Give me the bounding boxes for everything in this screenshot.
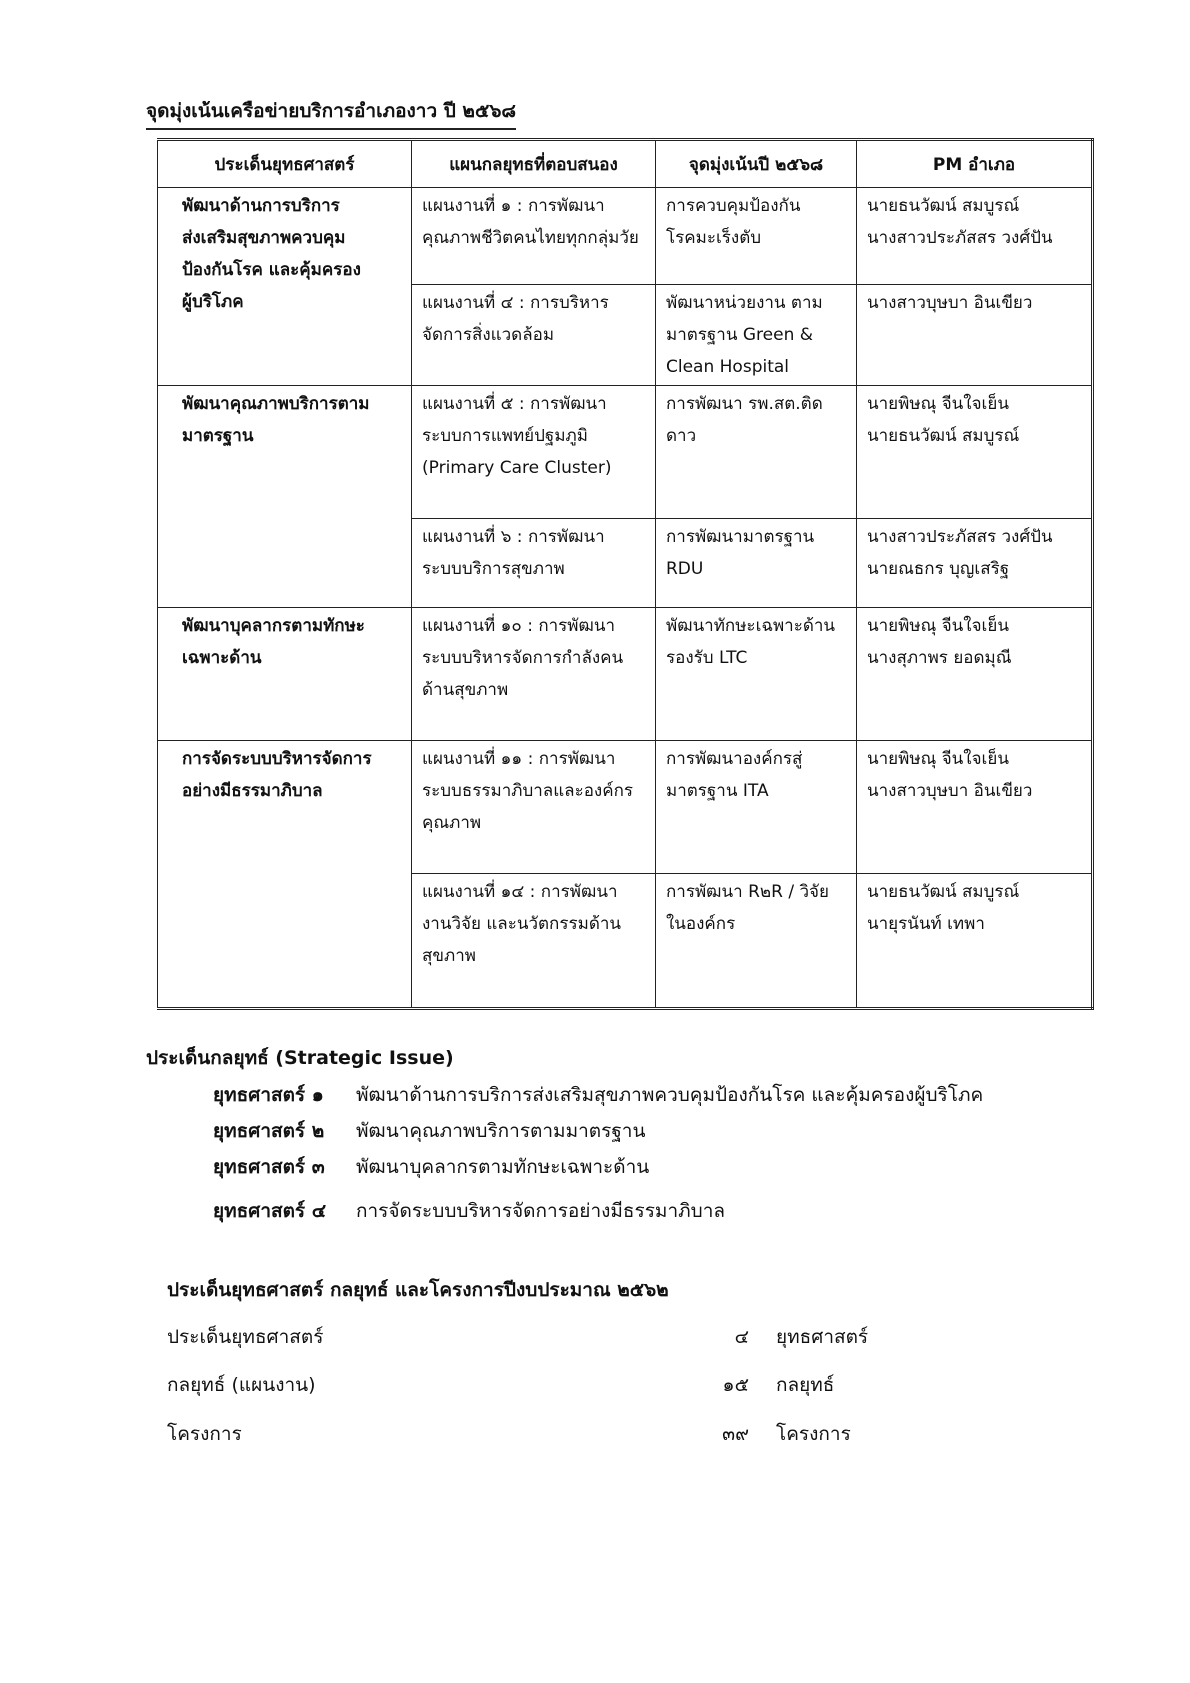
issue-line: พัฒนาบุคลากรตามทักษะ xyxy=(182,616,365,636)
summary-label: โครงการ xyxy=(167,1423,242,1445)
pm-line: นางสุภาพร ยอดมุณี xyxy=(867,648,1012,668)
strategy-item xyxy=(213,1196,983,1232)
focus-line: มาตรฐาน Green & xyxy=(666,325,814,345)
summary-label: ประเด็นยุทธศาสตร์ xyxy=(167,1326,324,1348)
pm-line: นางสาวประภัสสร วงศ์ปัน xyxy=(867,527,1053,547)
pm-line: นางสาวประภัสสร วงศ์ปัน xyxy=(867,228,1053,248)
strategy-label: ยุทธศาสตร์ ๒ xyxy=(213,1120,325,1142)
issue-cell xyxy=(158,741,412,1009)
pm-cell xyxy=(857,188,1093,285)
strategy-item xyxy=(213,1116,983,1152)
strategy-text: พัฒนาด้านการบริการส่งเสริมสุขภาพควบคุมป้องกันโรค และคุ้มครองผู้บริโภค xyxy=(356,1084,984,1106)
focus-line: การพัฒนา รพ.สต.ติด xyxy=(666,394,823,414)
summary-count: ๓๙ xyxy=(722,1423,749,1445)
plan-line: ระบบการแพทย์ปฐมภูมิ xyxy=(422,426,588,446)
issue-line: พัฒนาด้านการบริการ xyxy=(182,196,340,216)
strategy-label: ยุทธศาสตร์ ๑ xyxy=(213,1084,324,1106)
summary-count: ๔ xyxy=(734,1326,749,1348)
pm-cell xyxy=(857,874,1093,1009)
summary-heading: ประเด็นยุทธศาสตร์ กลยุทธ์ และโครงการปีงบประมาณ ๒๕๖๒ xyxy=(167,1279,669,1301)
pm-line: นายธนวัฒน์ สมบูรณ์ xyxy=(867,882,1020,902)
pm-cell xyxy=(857,285,1093,386)
plan-line: แผนงานที่ ๕ : การพัฒนา xyxy=(422,394,607,414)
pm-line: นายพิษณุ จีนใจเย็น xyxy=(867,616,1009,636)
plan-cell xyxy=(412,519,656,608)
focus-line: พัฒนาทักษะเฉพาะด้าน xyxy=(666,616,836,636)
plan-line: แผนงานที่ ๑๑ : การพัฒนา xyxy=(422,749,616,769)
focus-line: มาตรฐาน ITA xyxy=(666,781,769,801)
strategy-text: พัฒนาคุณภาพบริการตามมาตรฐาน xyxy=(356,1120,646,1142)
pm-cell xyxy=(857,608,1093,741)
header-plan: แผนกลยุทธที่ตอบสนอง xyxy=(412,140,656,188)
pm-line: นางสาวบุษบา อินเขียว xyxy=(867,293,1033,313)
strategic-issue-heading: ประเด็นกลยุทธ์ (Strategic Issue) xyxy=(146,1047,454,1069)
plan-line: ระบบบริหารจัดการกำลังคน xyxy=(422,648,624,668)
table-row xyxy=(158,188,1093,285)
focus-cell xyxy=(656,386,857,519)
plan-line: แผนงานที่ ๔ : การบริหาร xyxy=(422,293,609,313)
pm-cell xyxy=(857,519,1093,608)
focus-line: การพัฒนา R๒R / วิจัย xyxy=(666,882,829,902)
header-issue: ประเด็นยุทธศาสตร์ xyxy=(158,140,412,188)
plan-cell xyxy=(412,608,656,741)
plan-cell xyxy=(412,386,656,519)
issue-line: เฉพาะด้าน xyxy=(182,648,262,668)
plan-line: งานวิจัย และนวัตกรรมด้าน xyxy=(422,914,622,934)
issue-line: อย่างมีธรรมาภิบาล xyxy=(182,781,323,801)
focus-cell xyxy=(656,285,857,386)
issue-cell xyxy=(158,608,412,741)
plan-line: จัดการสิ่งแวดล้อม xyxy=(422,325,555,345)
issue-line: ส่งเสริมสุขภาพควบคุม xyxy=(182,228,346,248)
summary-row-projects xyxy=(167,1419,887,1449)
issue-line: ป้องกันโรค และคุ้มครอง xyxy=(182,260,361,280)
strategy-label: ยุทธศาสตร์ ๓ xyxy=(213,1156,325,1178)
focus-line: โรคมะเร็งตับ xyxy=(666,228,762,248)
pm-line: นางสาวบุษบา อินเขียว xyxy=(867,781,1033,801)
focus-line: การพัฒนาองค์กรสู่ xyxy=(666,749,803,769)
focus-cell xyxy=(656,519,857,608)
focus-cell xyxy=(656,741,857,874)
focus-cell xyxy=(656,188,857,285)
focus-line: ดาว xyxy=(666,426,697,446)
pm-line: นายพิษณุ จีนใจเย็น xyxy=(867,394,1009,414)
focus-line: Clean Hospital xyxy=(666,357,790,377)
issue-cell xyxy=(158,386,412,608)
strategy-text: พัฒนาบุคลากรตามทักษะเฉพาะด้าน xyxy=(356,1156,650,1178)
plan-line: แผนงานที่ ๖ : การพัฒนา xyxy=(422,527,605,547)
pm-cell xyxy=(857,386,1093,519)
summary-unit: โครงการ xyxy=(776,1423,851,1445)
summary-row-issues xyxy=(167,1322,887,1352)
focus-line: ในองค์กร xyxy=(666,914,736,934)
table-header-row xyxy=(158,140,1093,188)
plan-line: (Primary Care Cluster) xyxy=(422,458,612,478)
plan-line: คุณภาพชีวิตคนไทยทุกกลุ่มวัย xyxy=(422,228,639,248)
strategy-table xyxy=(157,138,1094,1010)
summary-unit: ยุทธศาสตร์ xyxy=(776,1326,869,1348)
strategy-list xyxy=(213,1080,983,1232)
plan-line: แผนงานที่ ๑๐ : การพัฒนา xyxy=(422,616,616,636)
plan-cell xyxy=(412,874,656,1009)
focus-line: รองรับ LTC xyxy=(666,648,748,668)
focus-cell xyxy=(656,874,857,1009)
strategy-item xyxy=(213,1080,983,1116)
strategy-text: การจัดระบบบริหารจัดการอย่างมีธรรมาภิบาล xyxy=(356,1200,726,1222)
table-row xyxy=(158,386,1093,519)
issue-line: พัฒนาคุณภาพบริการตาม xyxy=(182,394,370,414)
plan-line: แผนงานที่ ๑ : การพัฒนา xyxy=(422,196,605,216)
summary-label: กลยุทธ์ (แผนงาน) xyxy=(167,1374,316,1396)
header-pm: PM อำเภอ xyxy=(857,140,1093,188)
plan-line: แผนงานที่ ๑๔ : การพัฒนา xyxy=(422,882,618,902)
summary-row-strategies xyxy=(167,1370,887,1400)
summary-unit: กลยุทธ์ xyxy=(776,1374,835,1396)
focus-line: การควบคุมป้องกัน xyxy=(666,196,801,216)
focus-cell xyxy=(656,608,857,741)
table-row xyxy=(158,741,1093,874)
focus-line: RDU xyxy=(666,559,704,579)
issue-line: มาตรฐาน xyxy=(182,426,254,446)
pm-line: นายพิษณุ จีนใจเย็น xyxy=(867,749,1009,769)
pm-line: นายธนวัฒน์ สมบูรณ์ xyxy=(867,426,1020,446)
issue-cell xyxy=(158,188,412,386)
strategy-label: ยุทธศาสตร์ ๔ xyxy=(213,1200,327,1222)
plan-line: ระบบธรรมาภิบาลและองค์กร xyxy=(422,781,634,801)
pm-line: นายณธกร บุญเสริฐ xyxy=(867,559,1010,579)
summary-count: ๑๕ xyxy=(722,1374,749,1396)
focus-line: พัฒนาหน่วยงาน ตาม xyxy=(666,293,823,313)
pm-cell xyxy=(857,741,1093,874)
issue-line: การจัดระบบบริหารจัดการ xyxy=(182,749,372,769)
focus-line: การพัฒนามาตรฐาน xyxy=(666,527,815,547)
pm-line: นายุรนันท์ เทพา xyxy=(867,914,985,934)
plan-cell xyxy=(412,285,656,386)
plan-line: คุณภาพ xyxy=(422,813,482,833)
plan-line: ด้านสุขภาพ xyxy=(422,680,509,700)
plan-line: ระบบบริการสุขภาพ xyxy=(422,559,565,579)
plan-cell xyxy=(412,188,656,285)
table-row xyxy=(158,608,1093,741)
header-focus: จุดมุ่งเน้นปี ๒๕๖๘ xyxy=(656,140,857,188)
pm-line: นายธนวัฒน์ สมบูรณ์ xyxy=(867,196,1020,216)
plan-cell xyxy=(412,741,656,874)
strategy-item xyxy=(213,1152,983,1188)
page-title: จุดมุ่งเน้นเครือข่ายบริการอำเภองาว ปี ๒๕๖๘ xyxy=(146,96,516,130)
issue-line: ผู้บริโภค xyxy=(182,292,244,312)
plan-line: สุขภาพ xyxy=(422,946,476,966)
